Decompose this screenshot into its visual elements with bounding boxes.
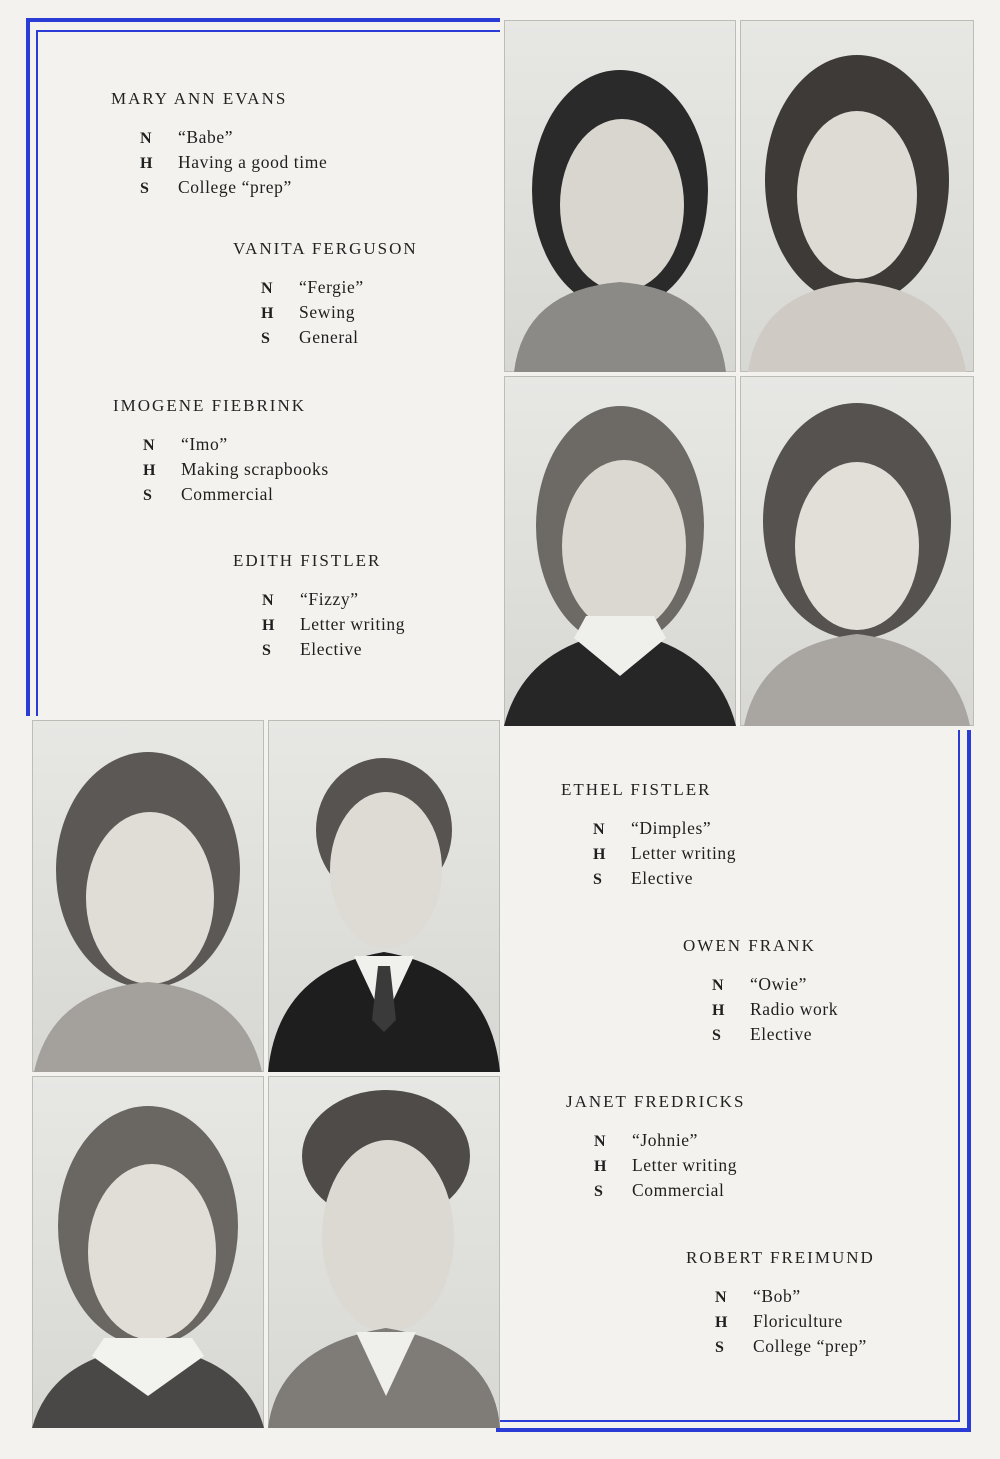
frame-top-line-inner: [36, 30, 500, 32]
frame-left-line-outer: [26, 18, 30, 716]
course-value: Elective: [631, 868, 694, 888]
student-entry-1: [111, 89, 327, 202]
course-value: Commercial: [181, 484, 274, 504]
course-label: S: [143, 487, 153, 504]
nickname-value: “Dimples”: [631, 818, 712, 838]
hobby-value: Letter writing: [631, 843, 737, 863]
portrait-photo-6: [268, 720, 500, 1072]
student-entry-6: [683, 936, 838, 1049]
course-value: Elective: [750, 1024, 813, 1044]
course-value: Commercial: [632, 1180, 725, 1200]
course-label: S: [593, 871, 603, 888]
hobby-label: H: [715, 1314, 729, 1331]
portrait-photo-8: [268, 1076, 500, 1428]
hobby-label: H: [262, 617, 276, 634]
hobby-label: H: [593, 846, 607, 863]
student-entry-5: [561, 780, 736, 893]
student-entry-3: [113, 396, 329, 509]
hobby-value: Radio work: [750, 999, 839, 1019]
hobby-value: Having a good time: [178, 152, 328, 172]
course-value: College “prep”: [178, 177, 292, 197]
nickname-label: N: [593, 821, 606, 838]
course-value: General: [299, 327, 359, 347]
frame-left-line-inner: [36, 30, 38, 716]
hobby-label: H: [594, 1158, 608, 1175]
hobby-value: Letter writing: [300, 614, 406, 634]
hobby-value: Floriculture: [753, 1311, 843, 1331]
portrait-photo-7: [32, 1076, 264, 1428]
student-name: ROBERT FREIMUND: [686, 1248, 875, 1267]
hobby-value: Sewing: [299, 302, 356, 322]
student-entry-4: [233, 551, 405, 664]
student-name: IMOGENE FIEBRINK: [113, 396, 307, 415]
nickname-label: N: [261, 280, 274, 297]
hobby-label: H: [261, 305, 275, 322]
student-name: JANET FREDRICKS: [566, 1092, 746, 1111]
frame-right-line-inner: [958, 730, 960, 1422]
nickname-label: N: [715, 1289, 728, 1306]
nickname-label: N: [712, 977, 725, 994]
nickname-value: “Johnie”: [632, 1130, 699, 1150]
course-label: S: [262, 642, 272, 659]
hobby-value: Making scrapbooks: [181, 459, 329, 479]
frame-right-line-outer: [967, 730, 971, 1432]
student-name: OWEN FRANK: [683, 936, 816, 955]
course-label: S: [594, 1183, 604, 1200]
course-label: S: [715, 1339, 725, 1356]
course-label: S: [261, 330, 271, 347]
student-entry-2: [233, 239, 418, 352]
frame-bottom-line-outer: [496, 1428, 971, 1432]
hobby-label: H: [143, 462, 157, 479]
nickname-label: N: [262, 592, 275, 609]
nickname-value: “Bob”: [753, 1286, 801, 1306]
course-label: S: [712, 1027, 722, 1044]
nickname-value: “Imo”: [181, 434, 228, 454]
nickname-label: N: [140, 130, 153, 147]
student-name: ETHEL FISTLER: [561, 780, 712, 799]
frame-bottom-line-inner: [496, 1420, 960, 1422]
nickname-label: N: [143, 437, 156, 454]
frame-top-line-outer: [26, 18, 500, 22]
nickname-value: “Owie”: [750, 974, 808, 994]
nickname-value: “Babe”: [178, 127, 234, 147]
course-label: S: [140, 180, 150, 197]
student-entry-8: [686, 1248, 875, 1361]
nickname-value: “Fergie”: [299, 277, 364, 297]
hobby-value: Letter writing: [632, 1155, 738, 1175]
portrait-photo-4: [740, 376, 974, 726]
nickname-value: “Fizzy”: [300, 589, 359, 609]
student-name: VANITA FERGUSON: [233, 239, 418, 258]
portrait-photo-3: [504, 376, 736, 726]
hobby-label: H: [712, 1002, 726, 1019]
student-name: MARY ANN EVANS: [111, 89, 288, 108]
nickname-label: N: [594, 1133, 607, 1150]
course-value: Elective: [300, 639, 363, 659]
portrait-photo-2: [740, 20, 974, 372]
portrait-photo-1: [504, 20, 736, 372]
student-entry-7: [566, 1092, 745, 1205]
hobby-label: H: [140, 155, 154, 172]
course-value: College “prep”: [753, 1336, 867, 1356]
student-name: EDITH FISTLER: [233, 551, 382, 570]
portrait-photo-5: [32, 720, 264, 1072]
